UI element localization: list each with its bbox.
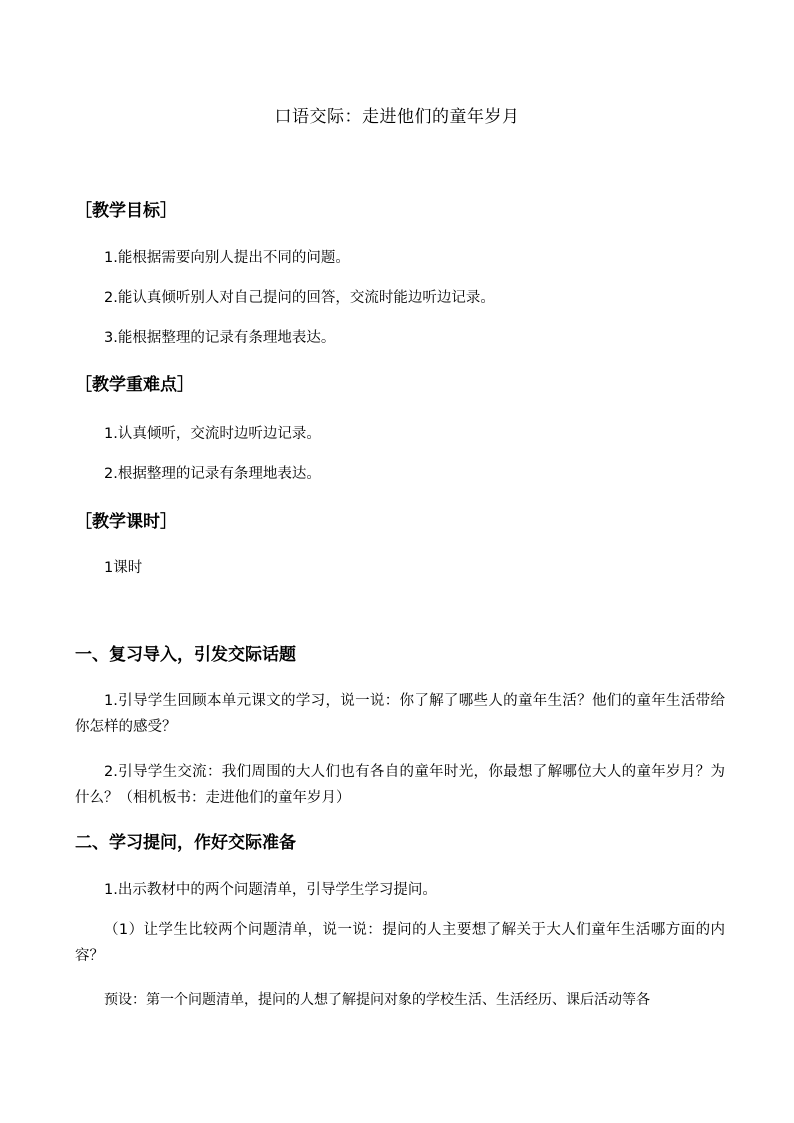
page-title: 口语交际：走进他们的童年岁月	[274, 107, 520, 127]
section-heading-objectives: ［教学目标］	[75, 201, 177, 221]
section-heading-keypoints: ［教学重难点］	[75, 375, 194, 395]
keypoint-item-1: 1.认真倾听，交流时边听边记录。	[104, 426, 321, 442]
objective-item-3: 3.能根据整理的记录有条理地表达。	[104, 330, 336, 346]
part2-heading: 二、学习提问，作好交际准备	[75, 833, 296, 853]
objective-item-1: 1.能根据需要向别人提出不同的问题。	[104, 250, 350, 266]
part1-paragraph-2: 2.引导学生交流：我们周围的大人们也有各自的童年时光，你最想了解哪位大人的童年岁月？为什么？（相机板书：走进他们的童年岁月）	[75, 764, 725, 806]
part2-sub-item-1: （1）让学生比较两个问题清单，说一说：提问的人主要想了解关于大人们童年生活哪方面的内容？	[75, 922, 725, 964]
part2-preset-text: 预设：第一个问题清单，提问的人想了解提问对象的学校生活、生活经历、课后活动等各	[104, 992, 650, 1008]
section-heading-hours: ［教学课时］	[75, 512, 177, 532]
part2-item-1: 1.出示教材中的两个问题清单，引导学生学习提问。	[104, 882, 437, 898]
part1-heading: 一、复习导入，引发交际话题	[75, 645, 296, 665]
keypoint-item-2: 2.根据整理的记录有条理地表达。	[104, 466, 321, 482]
hours-value: 1课时	[104, 560, 143, 576]
part1-paragraph-1: 1.引导学生回顾本单元课文的学习，说一说：你了解了哪些人的童年生活？他们的童年生活带给你怎样的感受？	[75, 693, 725, 735]
objective-item-2: 2.能认真倾听别人对自己提问的回答，交流时能边听边记录。	[104, 290, 495, 306]
